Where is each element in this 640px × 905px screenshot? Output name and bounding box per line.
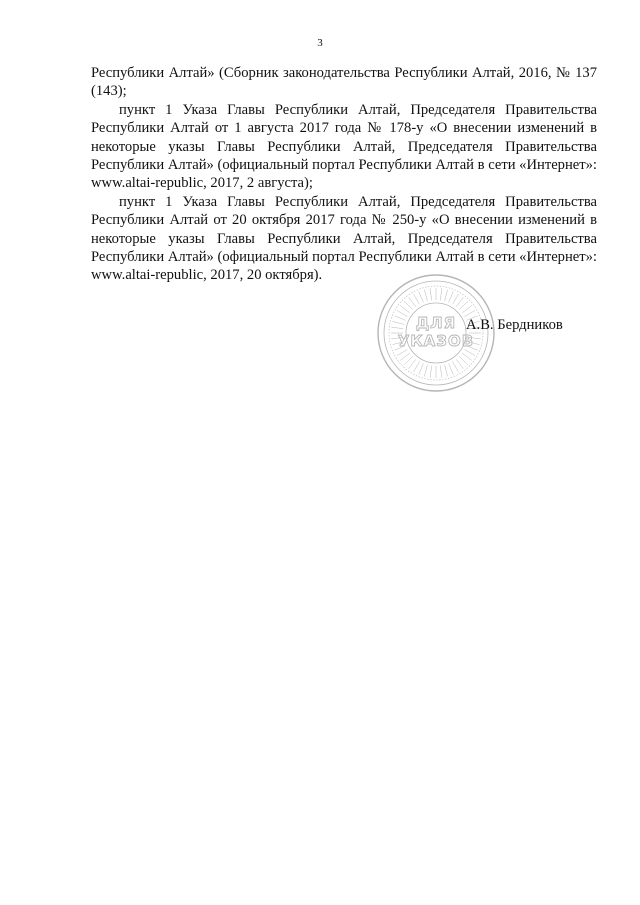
seal-tick bbox=[456, 359, 463, 369]
stamp-text-line1: ДЛЯ bbox=[415, 314, 457, 332]
seal-tick bbox=[409, 359, 416, 369]
seal-tick bbox=[456, 297, 463, 307]
seal-tick bbox=[453, 294, 459, 304]
seal-tick bbox=[409, 297, 416, 307]
seal-tick bbox=[424, 365, 427, 377]
seal-tick bbox=[414, 362, 420, 372]
signatory-name: А.В. Бердников bbox=[466, 317, 563, 333]
seal-tick bbox=[445, 365, 448, 377]
seal-tick bbox=[430, 366, 432, 378]
seal-tick bbox=[430, 288, 432, 300]
seal-tick bbox=[404, 301, 412, 309]
document-body bbox=[91, 64, 597, 285]
seal-tick bbox=[440, 288, 442, 300]
seal-tick bbox=[424, 290, 427, 302]
seal-tick bbox=[440, 366, 442, 378]
paragraph-1: Республики Алтай» (Сборник законодательства Республики Алтай, 2016, № 137 (143); bbox=[91, 65, 597, 100]
seal-tick bbox=[393, 321, 405, 324]
seal-tick bbox=[394, 316, 405, 321]
seal-tick bbox=[414, 294, 420, 304]
seal-tick bbox=[419, 363, 424, 374]
seal-tick bbox=[453, 362, 459, 372]
page-number: 3 bbox=[317, 37, 323, 49]
seal-tick bbox=[449, 291, 454, 302]
seal-tick bbox=[397, 350, 407, 356]
seal-tick bbox=[400, 306, 410, 313]
stamp-text-line2: УКАЗОВ bbox=[397, 332, 475, 350]
seal-tick bbox=[459, 356, 467, 364]
paragraph-3: пункт 1 Указа Главы Республики Алтай, Председателя Правительства Республики Алтай от 20 октября 2017 года № 250-у «О внесении изменений в некоторые указы Главы Республики Алтай, Председателя Правительства Республики Алтай» (официальный портал Республики Алтай в сети «Интернет»: www.altai-republic, 2017, 20 октября). bbox=[91, 193, 597, 284]
seal-tick bbox=[419, 291, 424, 302]
seal-tick bbox=[391, 327, 403, 329]
seal-tick bbox=[397, 311, 407, 317]
seal-tick bbox=[445, 290, 448, 302]
seal-tick bbox=[449, 363, 454, 374]
seal-tick bbox=[400, 353, 410, 360]
seal-tick bbox=[462, 353, 472, 360]
seal-tick bbox=[459, 301, 467, 309]
paragraph-2: пункт 1 Указа Главы Республики Алтай, Председателя Правительства Республики Алтай от 1 августа 2017 года № 178-у «О внесении изменений в некоторые указы Главы Республики Алтай, Председателя Правительства Республики Алтай» (официальный портал Республики Алтай в сети «Интернет»: www.altai-republic, 2017, 2 августа); bbox=[91, 101, 597, 192]
seal-tick bbox=[462, 306, 472, 313]
seal-tick bbox=[404, 356, 412, 364]
seal-tick bbox=[465, 350, 475, 356]
